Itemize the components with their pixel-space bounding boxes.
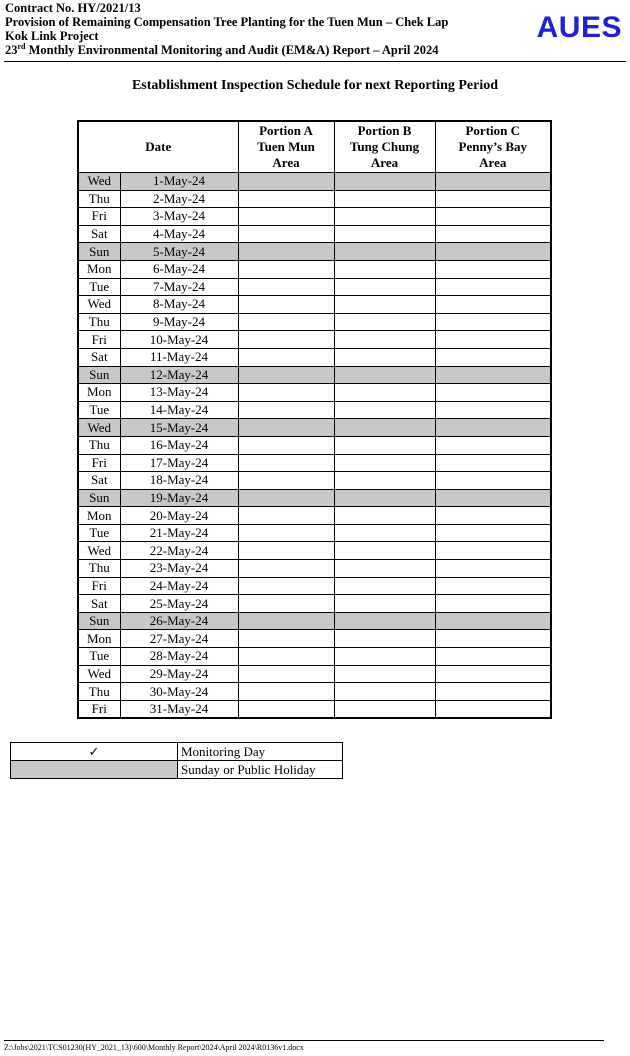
row-portion-a-cell xyxy=(238,454,334,472)
row-day: Sun xyxy=(78,489,120,507)
table-row xyxy=(78,225,551,243)
row-date: 25-May-24 xyxy=(120,595,238,613)
table-row xyxy=(78,700,551,718)
row-day: Fri xyxy=(78,577,120,595)
row-portion-c-cell xyxy=(435,454,551,472)
row-portion-c-cell xyxy=(435,700,551,718)
row-date: 6-May-24 xyxy=(120,260,238,278)
row-portion-c-cell xyxy=(435,348,551,366)
table-row xyxy=(78,260,551,278)
row-portion-a-cell xyxy=(238,225,334,243)
table-row xyxy=(78,436,551,454)
row-date: 28-May-24 xyxy=(120,648,238,666)
row-portion-b-cell xyxy=(334,454,435,472)
row-date: 13-May-24 xyxy=(120,384,238,402)
table-row xyxy=(78,612,551,630)
row-day: Mon xyxy=(78,260,120,278)
row-day: Fri xyxy=(78,454,120,472)
row-portion-c-cell xyxy=(435,419,551,437)
row-portion-a-cell xyxy=(238,331,334,349)
footer-divider xyxy=(4,1040,604,1041)
aues-logo: AUES xyxy=(536,11,622,44)
row-portion-b-cell xyxy=(334,296,435,314)
row-day: Mon xyxy=(78,630,120,648)
schedule-body xyxy=(78,173,551,719)
row-date: 23-May-24 xyxy=(120,560,238,578)
row-portion-a-cell xyxy=(238,190,334,208)
row-portion-c-cell xyxy=(435,595,551,613)
row-portion-b-cell xyxy=(334,331,435,349)
row-portion-c-cell xyxy=(435,243,551,261)
row-portion-c-cell xyxy=(435,472,551,490)
row-day: Wed xyxy=(78,173,120,191)
page-title: Establishment Inspection Schedule for next Reporting Period xyxy=(131,78,499,93)
row-portion-b-cell xyxy=(334,489,435,507)
report-number: 23 xyxy=(5,43,18,57)
row-date: 8-May-24 xyxy=(120,296,238,314)
row-day: Tue xyxy=(78,401,120,419)
row-portion-b-cell xyxy=(334,560,435,578)
row-portion-c-cell xyxy=(435,577,551,595)
header-divider xyxy=(4,61,626,62)
row-date: 27-May-24 xyxy=(120,630,238,648)
row-portion-c-cell xyxy=(435,560,551,578)
row-portion-a-cell xyxy=(238,542,334,560)
row-day: Wed xyxy=(78,542,120,560)
row-date: 11-May-24 xyxy=(120,348,238,366)
row-day: Fri xyxy=(78,700,120,718)
row-portion-c-cell xyxy=(435,630,551,648)
row-portion-a-cell xyxy=(238,560,334,578)
row-date: 24-May-24 xyxy=(120,577,238,595)
row-portion-c-cell xyxy=(435,489,551,507)
row-portion-b-cell xyxy=(334,225,435,243)
row-portion-c-cell xyxy=(435,524,551,542)
row-date: 10-May-24 xyxy=(120,331,238,349)
row-date: 29-May-24 xyxy=(120,665,238,683)
row-day: Mon xyxy=(78,507,120,525)
row-day: Wed xyxy=(78,419,120,437)
row-portion-a-cell xyxy=(238,436,334,454)
row-day: Sun xyxy=(78,243,120,261)
row-date: 16-May-24 xyxy=(120,436,238,454)
contract-number: Contract No. HY/2021/13 xyxy=(5,1,141,15)
row-portion-a-cell xyxy=(238,401,334,419)
row-date: 30-May-24 xyxy=(120,683,238,701)
row-portion-b-cell xyxy=(334,401,435,419)
row-portion-c-cell xyxy=(435,384,551,402)
row-day: Sat xyxy=(78,348,120,366)
row-portion-b-cell xyxy=(334,190,435,208)
row-day: Tue xyxy=(78,648,120,666)
row-portion-c-cell xyxy=(435,612,551,630)
row-portion-b-cell xyxy=(334,542,435,560)
report-title xyxy=(5,43,505,57)
row-portion-b-cell xyxy=(334,278,435,296)
row-date: 5-May-24 xyxy=(120,243,238,261)
row-portion-a-cell xyxy=(238,173,334,191)
row-date: 2-May-24 xyxy=(120,190,238,208)
row-portion-b-cell xyxy=(334,366,435,384)
row-date: 15-May-24 xyxy=(120,419,238,437)
row-portion-b-cell xyxy=(334,683,435,701)
row-portion-c-cell xyxy=(435,542,551,560)
row-portion-b-cell xyxy=(334,243,435,261)
row-portion-c-cell xyxy=(435,401,551,419)
row-date: 14-May-24 xyxy=(120,401,238,419)
table-row xyxy=(78,524,551,542)
header-portion-a: Portion A Tuen Mun Area xyxy=(238,121,334,173)
row-day: Sun xyxy=(78,366,120,384)
row-portion-a-cell xyxy=(238,612,334,630)
row-portion-b-cell xyxy=(334,700,435,718)
table-row xyxy=(78,243,551,261)
row-day: Sat xyxy=(78,225,120,243)
row-portion-b-cell xyxy=(334,507,435,525)
row-portion-c-cell xyxy=(435,648,551,666)
legend-row-holiday xyxy=(11,761,343,779)
row-portion-a-cell xyxy=(238,278,334,296)
row-portion-c-cell xyxy=(435,260,551,278)
row-date: 17-May-24 xyxy=(120,454,238,472)
row-portion-c-cell xyxy=(435,173,551,191)
row-day: Mon xyxy=(78,384,120,402)
row-date: 4-May-24 xyxy=(120,225,238,243)
table-row xyxy=(78,648,551,666)
row-portion-a-cell xyxy=(238,700,334,718)
row-portion-a-cell xyxy=(238,524,334,542)
row-day: Thu xyxy=(78,683,120,701)
row-portion-b-cell xyxy=(334,419,435,437)
row-portion-c-cell xyxy=(435,366,551,384)
table-header-row xyxy=(78,121,551,173)
row-date: 26-May-24 xyxy=(120,612,238,630)
row-day: Fri xyxy=(78,331,120,349)
row-date: 7-May-24 xyxy=(120,278,238,296)
row-date: 31-May-24 xyxy=(120,700,238,718)
project-title-line2: Kok Link Project xyxy=(5,29,99,43)
row-portion-b-cell xyxy=(334,384,435,402)
row-portion-a-cell xyxy=(238,630,334,648)
row-portion-b-cell xyxy=(334,208,435,226)
table-row xyxy=(78,366,551,384)
row-day: Thu xyxy=(78,190,120,208)
legend-holiday-label: Sunday or Public Holiday xyxy=(178,761,343,779)
footer-file-path: Z:\Jobs\2021\TCS01230(HY_2021_13)\600\Monthly Report\2024\April 2024\R0136v1.docx xyxy=(4,1043,304,1052)
row-portion-a-cell xyxy=(238,648,334,666)
row-portion-b-cell xyxy=(334,524,435,542)
table-row xyxy=(78,384,551,402)
row-portion-a-cell xyxy=(238,366,334,384)
row-portion-a-cell xyxy=(238,472,334,490)
row-portion-c-cell xyxy=(435,208,551,226)
table-row xyxy=(78,595,551,613)
row-day: Wed xyxy=(78,665,120,683)
row-date: 3-May-24 xyxy=(120,208,238,226)
row-day: Fri xyxy=(78,208,120,226)
row-portion-a-cell xyxy=(238,384,334,402)
row-portion-a-cell xyxy=(238,595,334,613)
row-date: 1-May-24 xyxy=(120,173,238,191)
row-day: Thu xyxy=(78,436,120,454)
row-portion-b-cell xyxy=(334,313,435,331)
row-date: 9-May-24 xyxy=(120,313,238,331)
legend-table xyxy=(10,742,343,779)
table-row xyxy=(78,507,551,525)
row-portion-a-cell xyxy=(238,683,334,701)
row-portion-a-cell xyxy=(238,489,334,507)
table-row xyxy=(78,683,551,701)
row-portion-c-cell xyxy=(435,313,551,331)
table-row xyxy=(78,348,551,366)
table-row xyxy=(78,296,551,314)
document-header xyxy=(5,1,505,57)
row-portion-b-cell xyxy=(334,472,435,490)
row-portion-a-cell xyxy=(238,243,334,261)
row-day: Sat xyxy=(78,595,120,613)
table-row xyxy=(78,208,551,226)
row-portion-b-cell xyxy=(334,595,435,613)
table-row xyxy=(78,313,551,331)
row-portion-b-cell xyxy=(334,630,435,648)
report-number-suffix: rd xyxy=(17,41,26,51)
row-portion-c-cell xyxy=(435,190,551,208)
row-portion-c-cell xyxy=(435,665,551,683)
row-date: 22-May-24 xyxy=(120,542,238,560)
row-portion-b-cell xyxy=(334,665,435,683)
row-portion-a-cell xyxy=(238,296,334,314)
row-day: Thu xyxy=(78,313,120,331)
row-portion-c-cell xyxy=(435,296,551,314)
row-portion-b-cell xyxy=(334,436,435,454)
row-day: Tue xyxy=(78,524,120,542)
row-portion-b-cell xyxy=(334,648,435,666)
report-title-text: Monthly Environmental Monitoring and Audit (EM&A) Report – April 2024 xyxy=(25,43,439,57)
row-portion-a-cell xyxy=(238,577,334,595)
row-portion-c-cell xyxy=(435,225,551,243)
row-portion-b-cell xyxy=(334,348,435,366)
row-day: Tue xyxy=(78,278,120,296)
row-date: 19-May-24 xyxy=(120,489,238,507)
table-row xyxy=(78,489,551,507)
row-portion-a-cell xyxy=(238,507,334,525)
row-day: Wed xyxy=(78,296,120,314)
row-portion-c-cell xyxy=(435,331,551,349)
header-date: Date xyxy=(78,121,238,173)
row-day: Sun xyxy=(78,612,120,630)
table-row xyxy=(78,454,551,472)
table-row xyxy=(78,331,551,349)
header-portion-b: Portion B Tung Chung Area xyxy=(334,121,435,173)
row-portion-b-cell xyxy=(334,577,435,595)
row-portion-c-cell xyxy=(435,278,551,296)
row-portion-b-cell xyxy=(334,612,435,630)
inspection-schedule-table xyxy=(77,120,552,719)
table-row xyxy=(78,278,551,296)
table-row xyxy=(78,472,551,490)
row-date: 20-May-24 xyxy=(120,507,238,525)
table-row xyxy=(78,419,551,437)
table-row xyxy=(78,401,551,419)
legend-row-monitoring xyxy=(11,743,343,761)
legend-monitoring-label: Monitoring Day xyxy=(178,743,343,761)
check-icon: ✓ xyxy=(11,743,178,761)
row-date: 12-May-24 xyxy=(120,366,238,384)
row-date: 21-May-24 xyxy=(120,524,238,542)
table-row xyxy=(78,190,551,208)
table-row xyxy=(78,630,551,648)
row-portion-a-cell xyxy=(238,348,334,366)
row-day: Thu xyxy=(78,560,120,578)
row-portion-a-cell xyxy=(238,208,334,226)
project-title-line1: Provision of Remaining Compensation Tree Planting for the Tuen Mun – Chek Lap xyxy=(5,15,449,29)
row-portion-a-cell xyxy=(238,313,334,331)
row-portion-b-cell xyxy=(334,260,435,278)
row-portion-a-cell xyxy=(238,665,334,683)
row-date: 18-May-24 xyxy=(120,472,238,490)
header-portion-c: Portion C Penny’s Bay Area xyxy=(435,121,551,173)
row-portion-a-cell xyxy=(238,419,334,437)
row-portion-c-cell xyxy=(435,507,551,525)
row-portion-a-cell xyxy=(238,260,334,278)
row-day: Sat xyxy=(78,472,120,490)
row-portion-c-cell xyxy=(435,683,551,701)
row-portion-b-cell xyxy=(334,173,435,191)
table-row xyxy=(78,560,551,578)
table-row xyxy=(78,173,551,191)
table-row xyxy=(78,577,551,595)
table-row xyxy=(78,665,551,683)
legend-shade-swatch xyxy=(11,761,178,779)
table-row xyxy=(78,542,551,560)
row-portion-c-cell xyxy=(435,436,551,454)
